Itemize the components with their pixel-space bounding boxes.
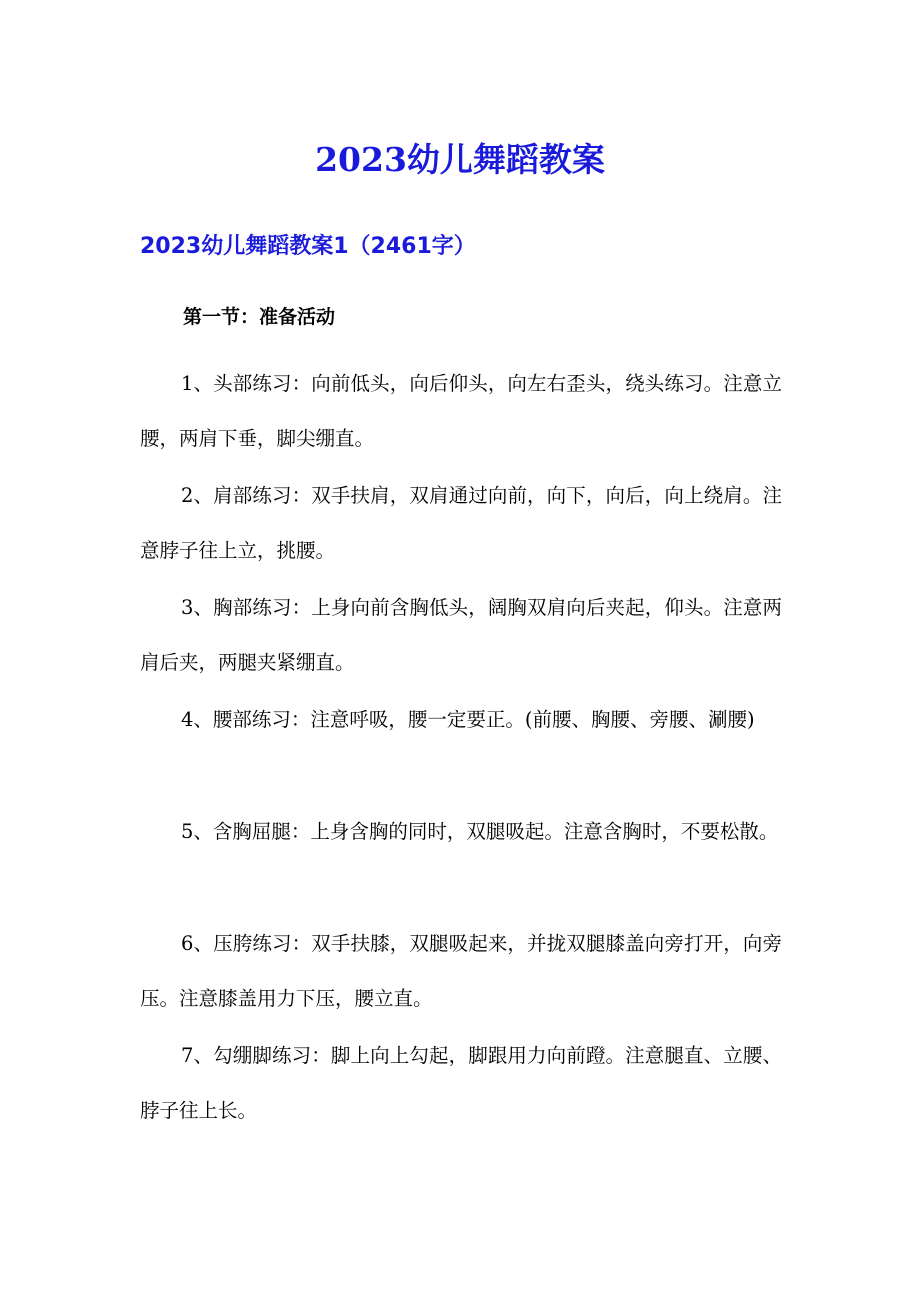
paragraph-chest-exercise: 3、胸部练习：上身向前含胸低头，阔胸双肩向后夹起，仰头。注意两肩后夹，两腿夹紧绷直。 [140,596,782,674]
paragraph-waist-exercise: 4、腰部练习：注意呼吸，腰一定要正。(前腰、胸腰、旁腰、涮腰) [181,708,755,731]
paragraph-foot-exercise: 7、勾绷脚练习：脚上向上勾起，脚跟用力向前蹬。注意腿直、立腰、脖子往上长。 [140,1044,782,1122]
lesson-plan-subtitle: 2023幼儿舞蹈教案1（2461字） [140,234,476,259]
paragraph-head-exercise: 1、头部练习：向前低头，向后仰头，向左右歪头，绕头练习。注意立腰，两肩下垂，脚尖绷直。 [140,372,782,450]
paragraph-chest-leg-exercise: 5、含胸屈腿：上身含胸的同时，双腿吸起。注意含胸时，不要松散。 [181,820,779,843]
paragraph-hip-exercise: 6、压胯练习：双手扶膝，双腿吸起来，并拢双腿膝盖向旁打开，向旁压。注意膝盖用力下压，腰立直。 [140,932,782,1010]
section-heading: 第一节：准备活动 [183,306,336,328]
paragraph-shoulder-exercise: 2、肩部练习：双手扶肩，双肩通过向前，向下，向后，向上绕肩。注意脖子往上立，挑腰。 [140,484,782,562]
document-title: 2023幼儿舞蹈教案 [315,140,605,179]
